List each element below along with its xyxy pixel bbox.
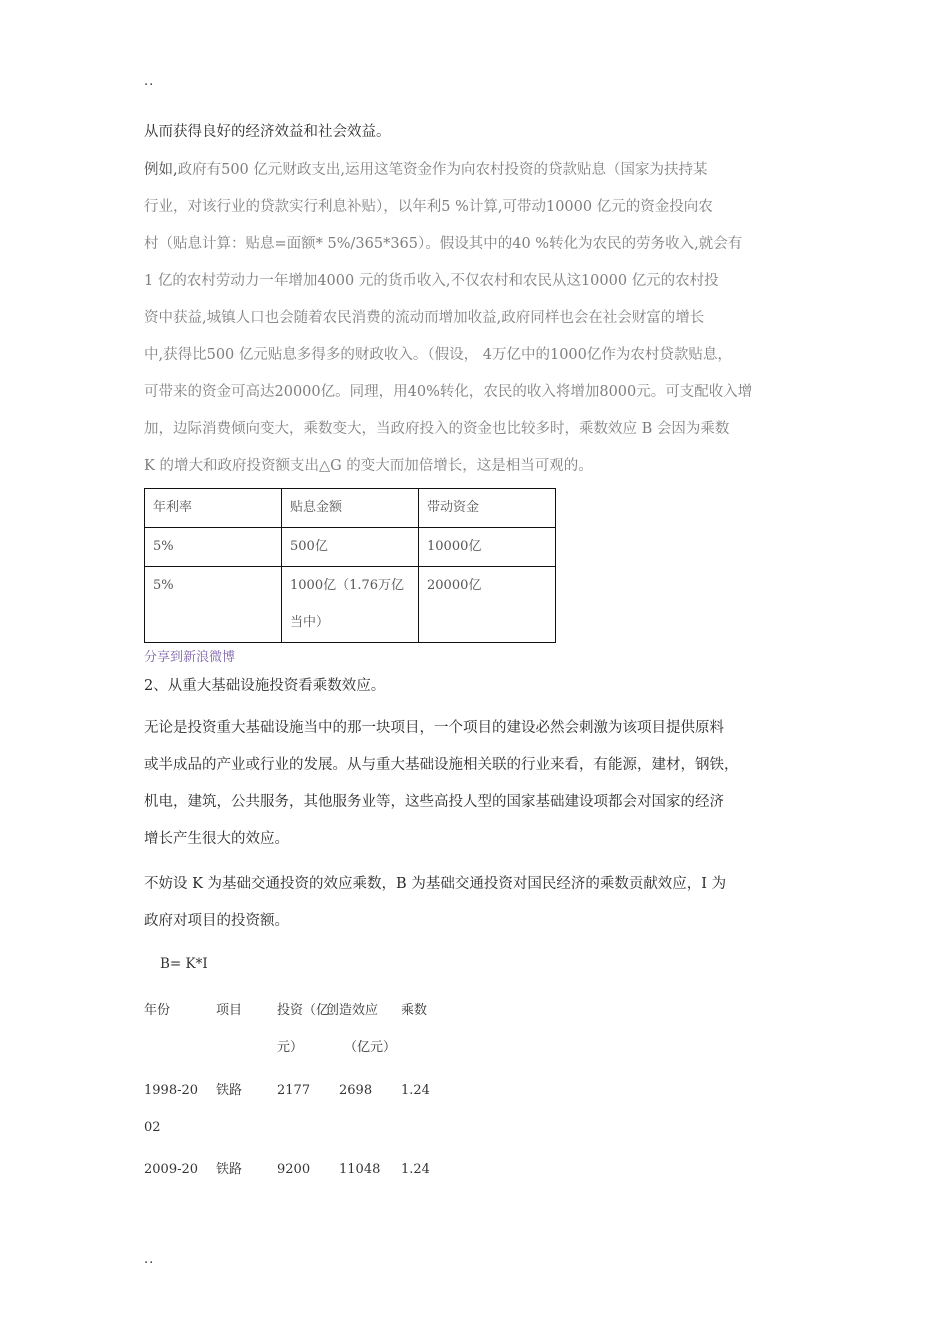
rail-row-1-multiplier: 1.24 [401,1083,430,1098]
bottom-page-mark: .. [144,1252,155,1267]
example-line-6: 中,获得比500 亿元贴息多得多的财政收入。（假设， 4万亿中的1000亿作为农村贷款贴息， [144,347,732,363]
example-line-3: 村（贴息计算：贴息=面额* 5%/365*365）。假设其中的40 %转化为农民的劳务收入,就会有 [144,236,743,252]
example-lead: 例如, [144,162,178,178]
example-line-9: K 的增大和政府投资额支出△G 的变大而加倍增长，这是相当可观的。 [144,458,593,474]
share-to-weibo-link[interactable]: 分享到新浪微博 [144,650,236,665]
rail-row-1-project: 铁路 [216,1083,243,1098]
example-paragraph [144,152,812,485]
table-row [145,567,556,643]
table-row [145,528,556,567]
rail-header-project: 项目 [216,1003,243,1018]
table-header-row [145,489,556,528]
rail-row-2-multiplier: 1.24 [401,1162,430,1177]
rail-row-2-project: 铁路 [216,1162,243,1177]
rail-row-2-investment: 9200 [277,1162,311,1177]
example-line-1: 例如,政府有500 亿元财政支出,运用这笔资金作为向农村投资的贷款贴息（国家为扶持某 [144,162,708,178]
example-line-7: 可带来的资金可高达20000亿。同理，用40%转化，农民的收入将增加8000元。可支配收入增 [144,384,753,400]
top-page-mark: .. [144,74,155,89]
section-paragraph-2: 不妨设 K 为基础交通投资的效应乘数，B 为基础交通投资对国民经济的乘数贡献效应，I 为 政府对项目的投资额。 [144,876,727,929]
rail-header-effect: 创造效应 （亿元） [326,1003,397,1055]
rail-row-1-investment: 2177 [277,1083,311,1098]
rail-header-investment: 投资（亿 元） [277,1003,330,1055]
intro-line: 从而获得良好的经济效益和社会效益。 [144,124,391,140]
rail-row-2-year: 2009-20 [144,1162,199,1177]
header-cell-rate: 年利率 [145,489,282,528]
example-line-5: 资中获益,城镇人口也会随着农民消费的流动而增加收益,政府同样也会在社会财富的增长 [144,310,705,326]
interest-rate-table [144,488,556,643]
table-cell: 1000亿（1.76万亿 当中） [282,567,419,643]
header-cell-funds: 带动资金 [419,489,556,528]
example-line-2: 行业，对该行业的贷款实行利息补贴），以年利5 %计算,可带动10000 亿元的资金投向农 [144,199,713,215]
table-cell: 5% [145,567,282,643]
example-line-4: 1 亿的农村劳动力一年增加4000 元的货币收入,不仅农村和农民从这10000 亿元的农村投 [144,273,719,289]
rail-row-1-effect: 2698 [339,1083,373,1098]
table-cell: 10000亿 [419,528,556,567]
header-cell-subsidy: 贴息金额 [282,489,419,528]
rail-header-year: 年份 [144,1003,171,1018]
table-cell: 5% [145,528,282,567]
rail-row-1-year: 1998-20 02 [144,1083,199,1135]
example-line-8: 加，边际消费倾向变大，乘数变大，当政府投入的资金也比较多时，乘数效应 B 会因为乘数 [144,421,730,437]
table-cell: 500亿 [282,528,419,567]
formula: B= K*I [160,956,208,972]
table-cell: 20000亿 [419,567,556,643]
rail-row-2-effect: 11048 [339,1162,381,1177]
rail-header-multiplier: 乘数 [401,1003,428,1018]
section-paragraph-1: 无论是投资重大基础设施当中的那一块项目，一个项目的建设必然会刺激为该项目提供原料 或半成品的产业或行业的发展。从与重大基础设施相关联的行业来看，有能源，建材，钢铁， 机电，建筑，公共服务，其他服务业等，这些高投人型的国家基础建设项都会对国家的经济 增长产生很大的效应。 [144,720,739,847]
section-heading: 2、从重大基础设施投资看乘数效应。 [144,678,386,694]
